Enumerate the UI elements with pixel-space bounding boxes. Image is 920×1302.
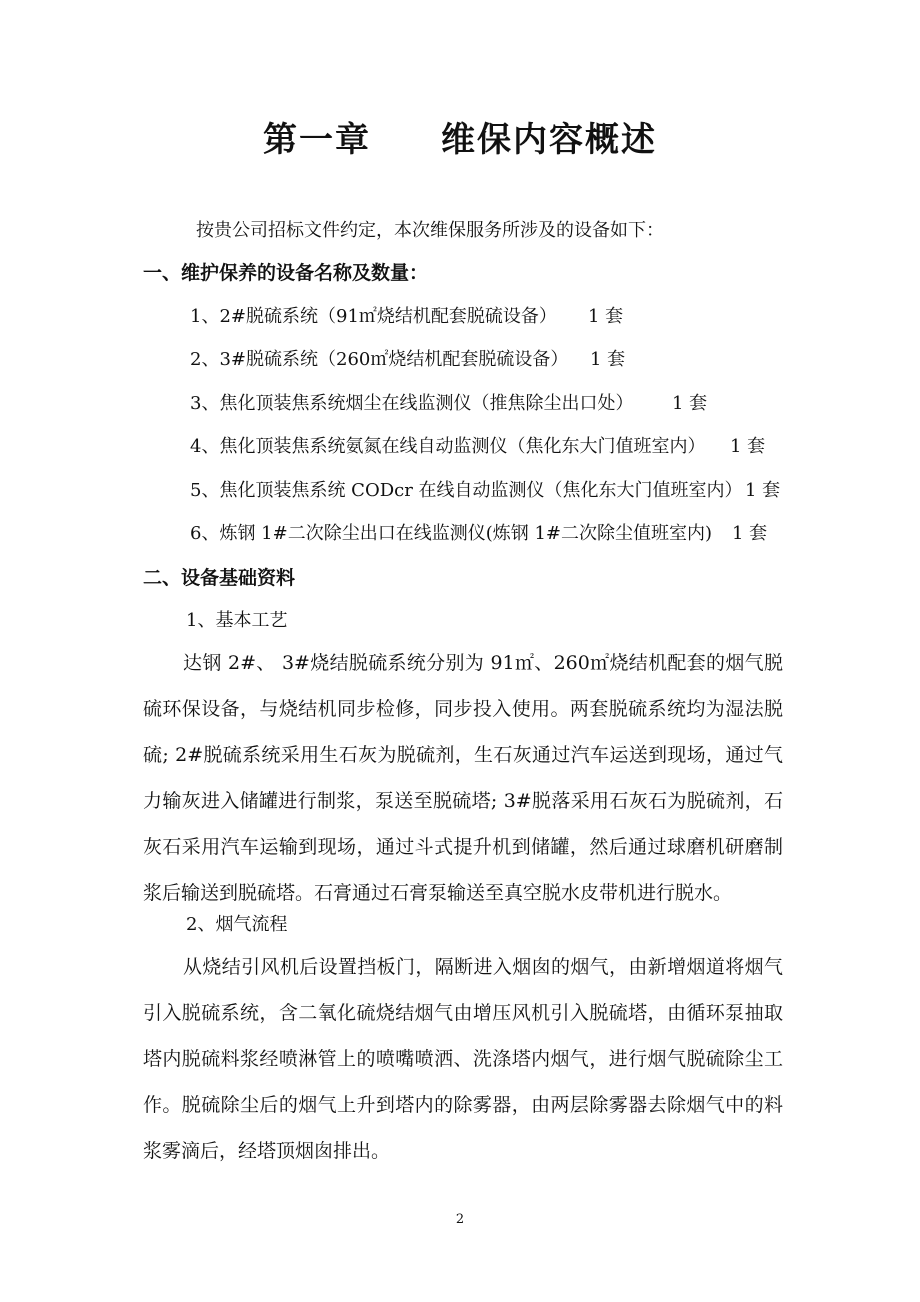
item-text: 6、炼钢 1#二次除尘出口在线监测仪(炼钢 1#二次除尘值班室内): [190, 523, 713, 544]
paragraph-flue-gas: 从烧结引风机后设置挡板门，隔断进入烟囱的烟气，由新增烟道将烟气引入脱硫系统，含二氧化硫烧结烟气由增压风机引入脱硫塔，由循环泵抽取塔内脱硫料浆经喷淋管上的喷嘴喷洒、洗涤塔内烟气，进行烟气脱硫除尘工作。脱硫除尘后的烟气上升到塔内的除雾器，由两层除雾器去除烟气中的料浆雾滴后，经塔顶烟囱排出。: [143, 956, 783, 1162]
item-text: 1、2#脱硫系统（91㎡烧结机配套脱硫设备）: [190, 306, 557, 327]
subsection-heading-flue-gas: 2、烟气流程: [186, 914, 288, 935]
intro-text: 按贵公司招标文件约定，本次维保服务所涉及的设备如下：: [196, 220, 664, 241]
item-quantity: 1 套: [732, 523, 768, 544]
list-item: [190, 476, 781, 502]
chapter-name: 维保内容概述: [441, 120, 657, 160]
item-text: 5、焦化顶装焦系统 CODcr 在线自动监测仪（焦化东大门值班室内）: [190, 480, 743, 501]
list-item: [190, 345, 626, 371]
section-heading-equipment-list: 一、维护保养的设备名称及数量：: [143, 262, 429, 284]
item-quantity: 1 套: [590, 349, 626, 370]
item-text: 4、焦化顶装焦系统氨氮在线自动监测仪（焦化东大门值班室内）: [190, 436, 706, 457]
list-item: [190, 519, 768, 545]
item-text: 2、3#脱硫系统（260㎡烧结机配套脱硫设备）: [190, 349, 569, 370]
subsection-heading-process: 1、基本工艺: [186, 610, 288, 631]
list-item: [190, 302, 624, 328]
item-quantity: 1 套: [588, 306, 624, 327]
section-heading-basic-data: 二、设备基础资料: [143, 567, 296, 589]
chapter-number: 第一章: [263, 120, 371, 160]
item-quantity: 1 套: [745, 480, 781, 501]
page-number: 2: [455, 1212, 465, 1227]
list-item: [190, 389, 708, 415]
paragraph-process: 达钢 2#、 3#烧结脱硫系统分别为 91㎡、260㎡烧结机配套的烟气脱硫环保设备，与烧结机同步检修，同步投入使用。两套脱硫系统均为湿法脱硫; 2#脱硫系统采用生石灰为脱硫剂，生石灰通过汽车运送到现场，通过气力输灰进入储罐进行制浆，泵送至脱硫塔; 3#脱落采用石灰石为脱硫剂，石灰石采用汽车运输到现场，通过斗式提升机到储罐，然后通过球磨机研磨制浆后输送到脱硫塔。石膏通过石膏泵输送至真空脱水皮带机进行脱水。: [143, 652, 783, 904]
item-quantity: 1 套: [730, 436, 766, 457]
item-quantity: 1 套: [672, 393, 708, 414]
list-item: [190, 432, 766, 458]
chapter-title: [0, 112, 920, 161]
item-text: 3、焦化顶装焦系统烟尘在线监测仪（推焦除尘出口处）: [190, 393, 634, 414]
